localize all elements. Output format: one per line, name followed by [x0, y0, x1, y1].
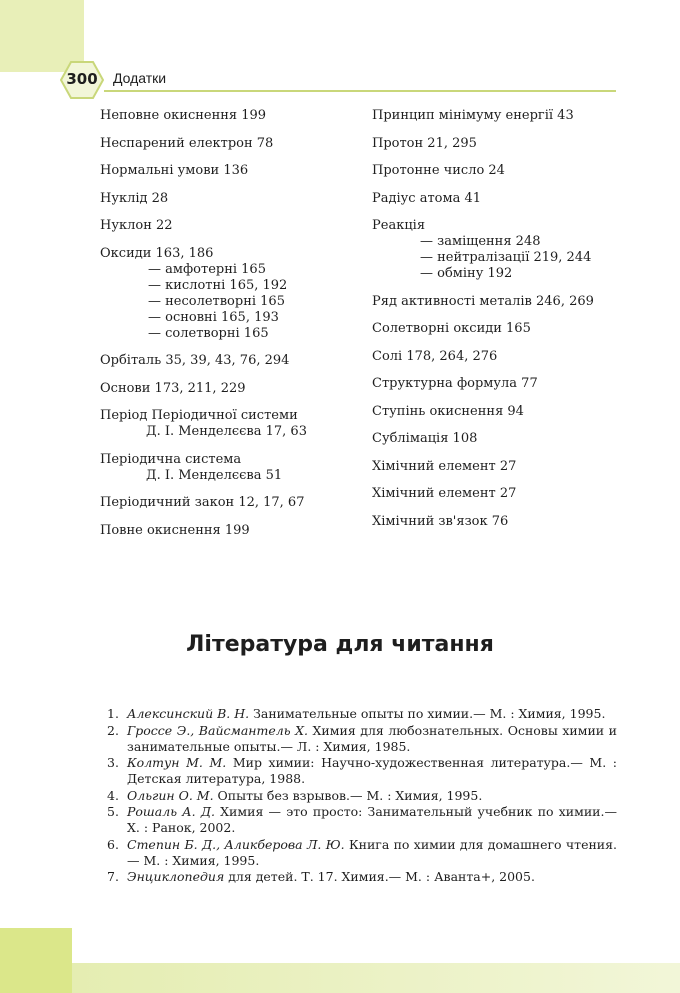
index-term: Принцип мінімуму енергії 43 — [372, 108, 574, 123]
index-term: Неповне окиснення 199 — [100, 108, 267, 123]
reference-item — [107, 804, 617, 836]
index-entry — [100, 452, 355, 484]
reference-item — [107, 869, 617, 885]
index-term: Хімічний зв'язок 76 — [372, 513, 509, 529]
reference-item — [107, 837, 617, 869]
index-term: Ступінь окиснення 94 — [372, 403, 524, 419]
index-entry — [372, 404, 627, 420]
index-term: Структурна формула 77 — [372, 376, 538, 391]
bottom-band — [0, 963, 680, 993]
reference-list — [107, 706, 617, 886]
reference-text: Химия для любознательных. Основы химии и занимательные опыты.— Л. : Химия, 1985. — [127, 722, 617, 754]
index-term: Протон 21, 295 — [372, 135, 477, 151]
index-entry — [372, 431, 627, 447]
page-number-badge — [60, 60, 104, 100]
index-term: Періодична система — [100, 451, 242, 467]
reference-item — [107, 723, 617, 755]
index-term: Нуклон 22 — [100, 218, 173, 233]
index-term: Солетворні оксиди 165 — [372, 321, 531, 336]
index-entry — [100, 381, 355, 397]
reference-author: Гроссе Э., Вайсмантель Х. — [127, 722, 308, 738]
index-entry — [372, 108, 627, 124]
reference-author: Алексинский В. Н. — [127, 706, 250, 721]
index-entry — [100, 523, 355, 539]
index-subentry: — обміну 192 — [420, 266, 513, 281]
index-subentry: — несолетворні 165 — [148, 293, 285, 309]
reference-text: для детей. Т. 17. Химия.— М. : Аванта+, 2005. — [228, 869, 535, 884]
index-term: Період Періодичної системи — [100, 408, 298, 423]
index-term: Нормальні умови 136 — [100, 163, 249, 178]
index-entry — [372, 349, 627, 365]
index-term: Протонне число 24 — [372, 163, 505, 178]
reference-body — [127, 837, 617, 869]
index-term: Неспарений електрон 78 — [100, 135, 274, 151]
index-subentry: — кислотні 165, 192 — [148, 277, 288, 293]
index-term-continued: Д. І. Менделєєва 51 — [146, 467, 283, 483]
index-entry — [372, 191, 627, 207]
index-term-continued: Д. І. Менделєєва 17, 63 — [146, 424, 307, 439]
index-entry — [372, 136, 627, 152]
index-entry — [372, 294, 627, 310]
index-entry — [372, 514, 627, 530]
reference-author: Ольгин О. М. — [127, 787, 214, 803]
index-entry — [100, 191, 355, 207]
reference-author: Рошаль А. Д. — [127, 804, 215, 819]
reference-text: Книга по химии для домашнего чтения.— М. : Химия, 1995. — [127, 836, 617, 868]
index-entry — [372, 163, 627, 179]
reference-body — [127, 869, 617, 885]
index-entry — [100, 136, 355, 152]
index-entry — [100, 408, 355, 440]
index-term: Орбіталь 35, 39, 43, 76, 294 — [100, 353, 290, 368]
index-subentry: — солетворні 165 — [148, 325, 269, 341]
index-subentry: — заміщення 248 — [420, 234, 541, 249]
index-term: Оксиди 163, 186 — [100, 245, 214, 261]
index-term: Сублімація 108 — [372, 431, 478, 446]
index-entry — [100, 163, 355, 179]
index-term: Періодичний закон 12, 17, 67 — [100, 495, 305, 510]
reference-item — [107, 706, 617, 722]
reference-item — [107, 788, 617, 804]
reference-body — [127, 755, 617, 787]
reference-body — [127, 804, 617, 836]
reference-author: Колтун М. М. — [127, 755, 227, 770]
index-entry — [372, 376, 627, 392]
index-term: Хімічний елемент 27 — [372, 486, 517, 501]
index-entry — [100, 218, 355, 234]
index-subentry: — нейтралізації 219, 244 — [420, 250, 592, 265]
index-term: Основи 173, 211, 229 — [100, 380, 246, 396]
index-subentry: — основні 165, 193 — [148, 309, 279, 325]
reference-body — [127, 788, 617, 804]
index-entry — [100, 495, 355, 511]
index-term: Ряд активності металів 246, 269 — [372, 293, 594, 309]
reference-number: 7. — [107, 869, 119, 884]
index-entry — [372, 218, 627, 282]
header-divider — [104, 90, 616, 92]
corner-decoration-bottom — [0, 928, 72, 993]
index-entry — [372, 321, 627, 337]
reference-number: 6. — [107, 836, 119, 852]
reference-text: Занимательные опыты по химии.— М. : Химия, 1995. — [253, 706, 606, 721]
reference-body — [127, 706, 617, 722]
section-title: Додатки — [113, 70, 167, 86]
index-entry — [100, 246, 355, 342]
reference-author: Степин Б. Д., Аликберова Л. Ю. — [127, 836, 345, 852]
index-column-right — [372, 108, 627, 541]
index-term: Радіус атома 41 — [372, 190, 482, 206]
reference-text: Химия — это просто: Занимательный учебник по химии.— Х. : Ранок, 2002. — [127, 804, 617, 835]
reference-number: 5. — [107, 804, 119, 819]
reference-number: 1. — [107, 706, 119, 721]
index-entry — [372, 459, 627, 475]
reference-text: Опыты без взрывов.— М. : Химия, 1995. — [217, 787, 483, 803]
reference-number: 3. — [107, 755, 119, 770]
index-term: Повне окиснення 199 — [100, 522, 250, 538]
index-entry — [372, 486, 627, 502]
page-number: 300 — [66, 70, 98, 88]
index-term: Нуклід 28 — [100, 190, 169, 206]
index-column-left — [100, 108, 355, 550]
reference-number: 2. — [107, 722, 119, 738]
reference-text: Мир химии: Научно-художественная литература.— М. : Детская литература, 1988. — [127, 755, 617, 786]
reference-body — [127, 723, 617, 755]
index-subentry: — амфотерні 165 — [148, 261, 266, 277]
index-term: Хімічний елемент 27 — [372, 458, 517, 474]
literature-title: Література для читання — [186, 632, 494, 657]
index-term: Солі 178, 264, 276 — [372, 348, 498, 364]
reference-author: Энциклопедия — [127, 869, 225, 884]
reference-item — [107, 755, 617, 787]
index-entry — [100, 108, 355, 124]
index-term: Реакція — [372, 218, 426, 233]
reference-number: 4. — [107, 787, 119, 803]
index-entry — [100, 353, 355, 369]
